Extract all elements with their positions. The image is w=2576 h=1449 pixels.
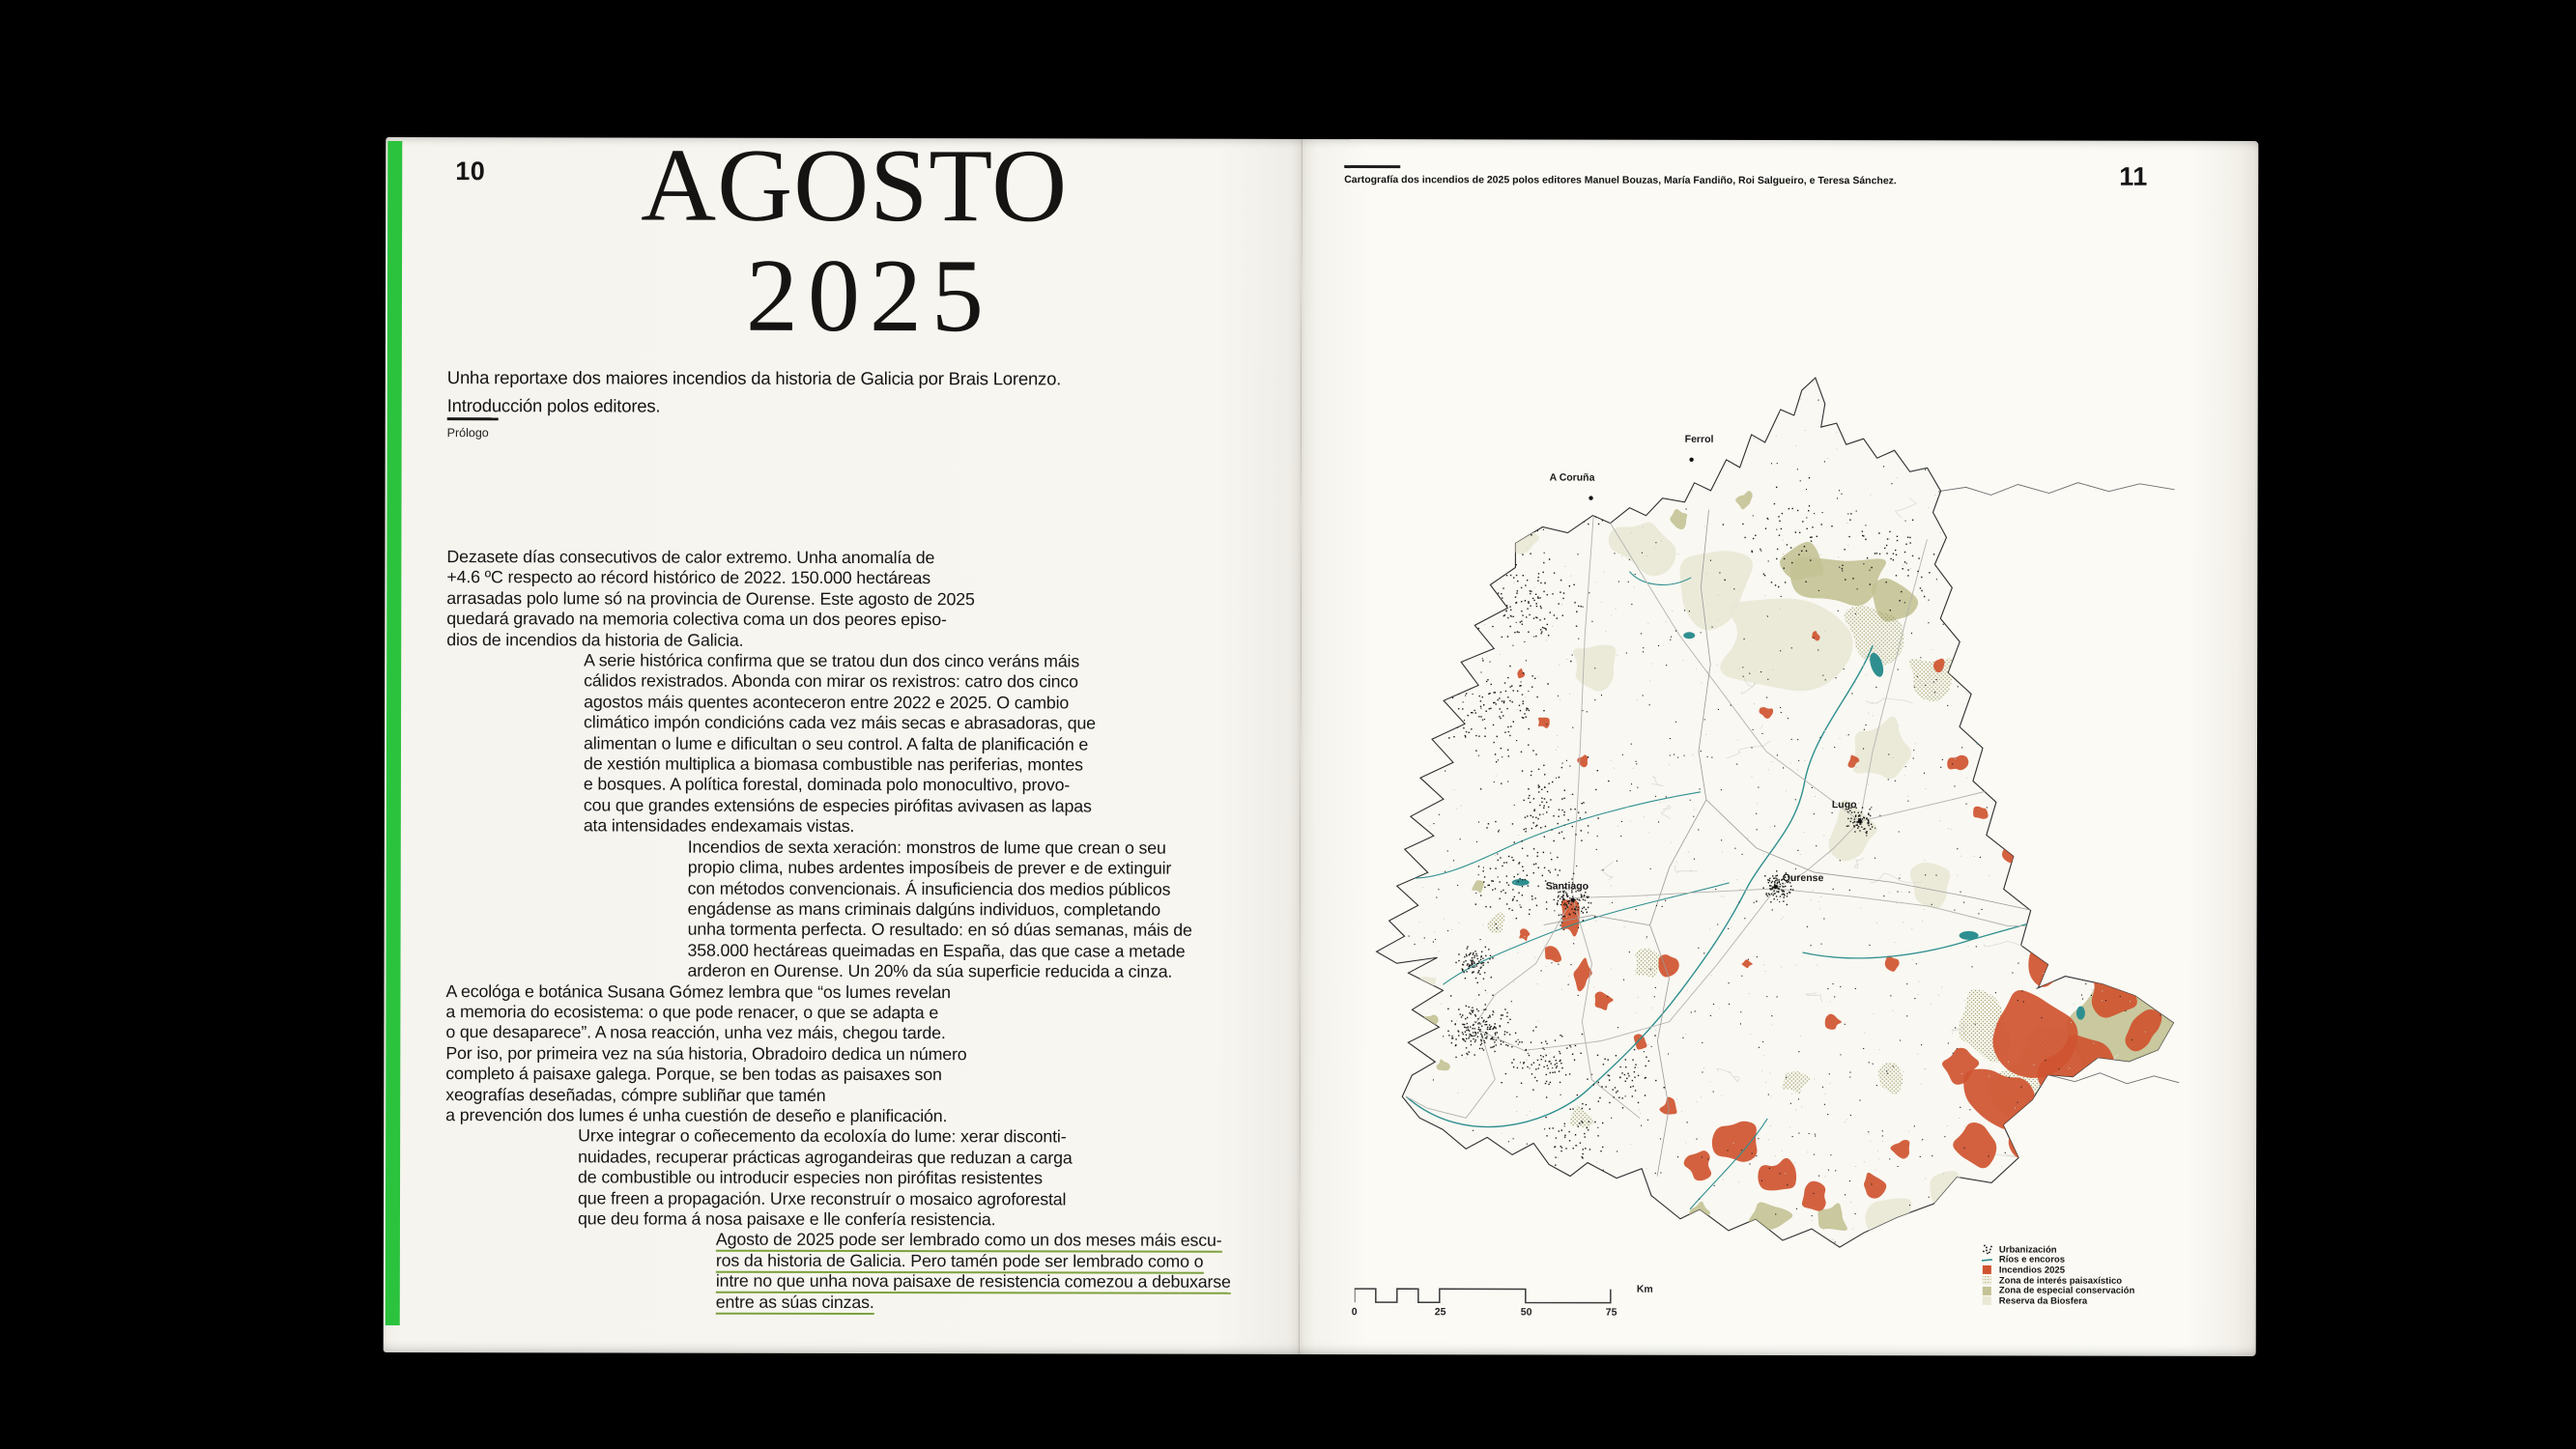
body-line: alimentan o lume e dificultan o seu control. A falta de planificación e — [583, 733, 1089, 754]
legend-label: Urbanización — [1998, 1244, 2057, 1256]
body-line: entre as súas cinzas. — [716, 1292, 1296, 1314]
caption-rule — [1344, 165, 1400, 168]
legend-row — [1982, 1244, 2134, 1255]
city-label: Santiago — [1545, 880, 1589, 893]
body-line: intre no que unha nova paisaxe de resistencia comezou a debuxarse — [716, 1271, 1296, 1293]
body-line: e bosques. A política forestal, dominada polo monocultivo, provo- — [583, 774, 1071, 795]
page-left — [384, 128, 1302, 1354]
body-line: +4.6 ºC respecto ao récord histórico de 2022. 150.000 hectáreas — [446, 567, 931, 588]
article-title — [472, 130, 1236, 353]
urbanizacion-icon — [1982, 1245, 1993, 1255]
scale-tick: 25 — [1434, 1306, 1446, 1319]
body-line: A ecológa e botánica Susana Gómez lembra que “os lumes revelan — [445, 980, 951, 1002]
legend-row — [1982, 1265, 2134, 1276]
body-line: ros da historia de Galicia. Pero tamén pode ser lembrado como o — [716, 1251, 1296, 1273]
paisaxistico-icon — [1982, 1276, 1993, 1286]
city-label: A Coruña — [1549, 471, 1595, 484]
legend-label: Ríos e encoros — [1998, 1254, 2066, 1266]
paragraph-underlined — [716, 1230, 1296, 1314]
city-marker — [1773, 885, 1777, 889]
body-line: 358.000 hectáreas queimadas en España, das que case a metade — [687, 940, 1186, 961]
biosfera-icon — [1982, 1296, 1993, 1306]
body-line: unha tormenta perfecta. O resultado: en só dúas semanas, máis de — [687, 919, 1192, 941]
paragraph — [445, 981, 1296, 1128]
body-line: Por iso, por primeira vez na súa historia, Obradoiro dedica un número — [445, 1042, 967, 1064]
section-label: Prólogo — [446, 426, 489, 440]
map-scale-bar — [1351, 1277, 1664, 1322]
body-line: xeografías deseñadas, cómpre subliñar que tamén — [445, 1084, 826, 1105]
body-line: Incendios de sexta xeración: monstros de lume que crean o seu — [687, 837, 1166, 858]
asturias-coast-line — [1941, 482, 2175, 496]
city-marker — [1689, 458, 1693, 462]
legend-icon-wrap — [1982, 1296, 1993, 1306]
standfirst-line: Introducción polos editores. — [446, 395, 661, 416]
body-line: dios de incendios da historia de Galicia. — [446, 629, 744, 650]
color-bleed-strip — [386, 141, 403, 1325]
scale-tick: 75 — [1605, 1306, 1617, 1319]
body-line: arderon en Ourense. Un 20% da súa superficie reducida a cinza. — [687, 960, 1173, 981]
scale-bar-graphic — [1355, 1277, 1645, 1307]
paragraph — [446, 547, 1297, 652]
city-marker — [1570, 897, 1574, 901]
body-line: cou que grandes extensións de especies pirófitas avivasen as lapas — [583, 795, 1092, 816]
body-line: de xestión multiplica a biomasa combustible nas periferias, montes — [583, 753, 1083, 775]
legend-row — [1982, 1286, 2134, 1296]
body-line: A serie histórica confirma que se tratou dun dos cinco veráns máis — [584, 650, 1080, 671]
legend-icon-wrap — [1982, 1286, 1993, 1295]
section-rule — [447, 417, 499, 420]
legend-label: Zona de especial conservación — [1998, 1285, 2135, 1296]
body-line: o que desaparece”. A nosa reacción, unha vez máis, chegou tarde. — [445, 1022, 946, 1043]
city-label: Lugo — [1831, 799, 1857, 811]
title-line-1: AGOSTO — [641, 128, 1069, 244]
legend-icon-wrap — [1982, 1255, 1993, 1264]
body-line: completo á paisaxe galega. Porque, se ben todas as paisaxes son — [445, 1064, 942, 1085]
scale-tick: 0 — [1351, 1306, 1358, 1319]
legend-label: Incendios 2025 — [1998, 1264, 2066, 1276]
body-line: quedará gravado na memoria colectiva coma un dos peores episo- — [446, 609, 947, 630]
legend-row — [1982, 1255, 2134, 1265]
legend-label: Reserva da Biosfera — [1998, 1295, 2088, 1307]
body-line: con métodos convencionais. Á insuficiencia dos medios públicos — [687, 878, 1171, 899]
body-line: de combustible ou introducir especies non pirófitas resistentes — [578, 1167, 1043, 1188]
legend-icon-wrap — [1982, 1276, 1993, 1286]
legend-icon-wrap — [1982, 1245, 1993, 1255]
body-line: agostos máis quentes aconteceron entre 2022 e 2025. O cambio — [584, 692, 1070, 713]
body-line: a memoria do ecosistema: o que pode renacer, o que se adapta e — [445, 1002, 939, 1023]
body-line: nuidades, recuperar prácticas agrogandeiras que reduzan a carga — [578, 1147, 1073, 1168]
legend-row — [1982, 1275, 2134, 1286]
legend-label: Zona de interés paisaxístico — [1998, 1275, 2123, 1287]
conservacion-icon — [1982, 1286, 1993, 1295]
body-line: Agosto de 2025 pode ser lembrado como un dos meses máis escu- — [716, 1230, 1296, 1252]
article-standfirst — [447, 363, 1124, 420]
body-line: arrasadas polo lume só na provincia de Ourense. Este agosto de 2025 — [446, 587, 975, 610]
title-line-2: 2025 — [745, 238, 994, 355]
galicia-fire-map — [1350, 345, 2183, 1264]
body-line: cálidos rexistrados. Abonda con mirar os rexistros: catro dos cinco — [584, 670, 1078, 692]
legend-icon-wrap — [1982, 1265, 1993, 1275]
paragraph — [687, 837, 1296, 982]
book-spread — [384, 128, 2259, 1356]
article-body — [445, 547, 1298, 1314]
body-line: Urxe integrar o coñecemento da ecoloxía do lume: xerar disconti- — [578, 1125, 1067, 1147]
body-line: propio clima, nubes ardentes imposíbeis de prever e de extinguir — [687, 857, 1172, 878]
city-marker — [1589, 496, 1592, 499]
body-line: ata intensidades endexamais vistas. — [583, 815, 855, 837]
body-line: que deu forma á nosa paisaxe e lle confería resistencia. — [577, 1208, 996, 1230]
legend-row — [1982, 1295, 2134, 1306]
body-line: Dezasete días consecutivos de calor extremo. Unha anomalía de — [446, 547, 935, 568]
paragraph — [584, 650, 1297, 838]
body-line: climático impón condicións cada vez máis secas e abrasadoras, que — [584, 712, 1096, 733]
page-right — [1300, 139, 2259, 1356]
body-line: que freen a propagación. Urxe reconstruír o mosaico agroforestal — [577, 1187, 1067, 1209]
incendios-icon — [1982, 1265, 1993, 1275]
map-legend — [1982, 1244, 2135, 1306]
paragraph — [578, 1126, 1296, 1232]
body-line: engádense as mans criminais dalgúns individuos, completando — [687, 898, 1160, 920]
city-marker — [1858, 819, 1862, 823]
city-label: Ferrol — [1684, 433, 1714, 445]
galicia-landmass — [1376, 377, 2175, 1248]
city-label: Ourense — [1782, 872, 1824, 885]
page-number-left: 10 — [455, 156, 486, 186]
standfirst-line: Unha reportaxe dos maiores incendios da historia de Galicia por Brais Lorenzo. — [446, 367, 1062, 389]
page-number-right: 11 — [2119, 161, 2148, 191]
map-caption: Cartografía dos incendios de 2025 polos editores Manuel Bouzas, María Fandiño, Roi Salgueiro, e Teresa Sánchez. — [1344, 174, 1897, 187]
rios-icon — [1982, 1255, 1993, 1264]
scale-tick: 50 — [1520, 1306, 1532, 1319]
body-line: a prevención dos lumes é unha cuestión de deseño e planificación. — [445, 1105, 948, 1126]
scale-unit-label: Km — [1636, 1283, 1653, 1295]
